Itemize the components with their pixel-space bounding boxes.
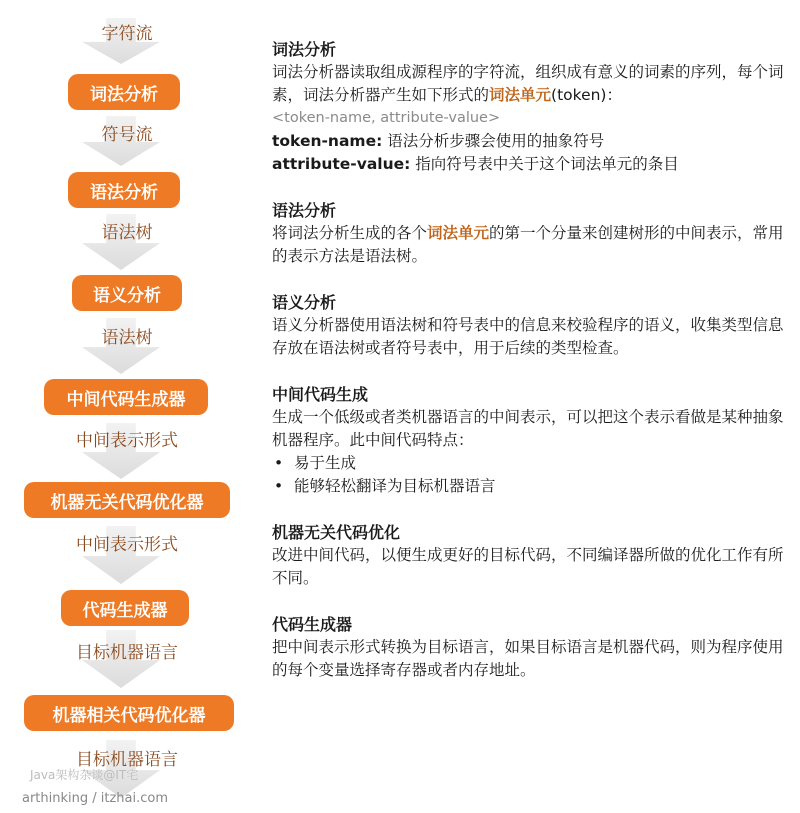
box-ir-generator: 中间代码生成器 bbox=[44, 379, 208, 415]
watermark-text: arthinking / itzhai.com bbox=[22, 791, 169, 806]
box-lexical-analysis: 词法分析 bbox=[68, 74, 180, 110]
flow-label-syntax-tree: 语法树 bbox=[101, 328, 153, 348]
box-code-generator: 代码生成器 bbox=[61, 590, 189, 626]
box-machine-dependent-optimizer: 机器相关代码优化器 bbox=[24, 695, 234, 731]
definition-value: 指向符号表中关于这个词法单元的条目 bbox=[410, 155, 679, 173]
section-body: 语义分析器使用语法树和符号表中的信息来校验程序的语义，收集类型信息存放在语法树或者符号表中，用于后续的类型检查。 bbox=[272, 316, 784, 357]
flow-label-target-language: 目标机器语言 bbox=[76, 643, 178, 663]
list-item: • 易于生成 bbox=[272, 452, 792, 475]
definition-value: 语法分析步骤会使用的抽象符号 bbox=[382, 132, 605, 150]
highlight-term: 词法单元 bbox=[427, 224, 490, 242]
definition-key: token-name: bbox=[272, 132, 383, 150]
token-format-example: <token-name, attribute-value> bbox=[272, 110, 501, 126]
box-semantic-analysis: 语义分析 bbox=[72, 275, 182, 311]
flow-label-token-stream: 符号流 bbox=[101, 125, 153, 145]
section-title: 代码生成器 bbox=[272, 615, 353, 634]
section-body bbox=[272, 61, 792, 107]
flow-label-syntax-tree: 语法树 bbox=[101, 223, 153, 243]
box-syntax-analysis: 语法分析 bbox=[68, 172, 180, 208]
pipeline-flowchart bbox=[0, 0, 260, 813]
watermark-text: Java架构杂谈@IT宅 bbox=[30, 768, 139, 782]
section-body: 生成一个低级或者类机器语言的中间表示，可以把这个表示看做是某种抽象机器程序。此中间代码特点： bbox=[272, 408, 784, 449]
section-text: 将词法分析生成的各个 bbox=[272, 224, 428, 242]
ir-feature-list bbox=[272, 452, 792, 498]
definition-key: attribute-value: bbox=[272, 155, 411, 173]
flow-label-target-language: 目标机器语言 bbox=[76, 750, 178, 770]
section-body: 把中间表示形式转换为目标语言，如果目标语言是机器代码，则为程序使用的每个变量选择寄存器或者内存地址。 bbox=[272, 638, 784, 679]
token-name-definition bbox=[272, 130, 792, 153]
section-text: (token)： bbox=[551, 86, 622, 104]
description-panel bbox=[272, 38, 792, 705]
section-semantic-analysis bbox=[272, 291, 792, 360]
section-title: 词法分析 bbox=[272, 40, 337, 59]
flow-label-ir: 中间表示形式 bbox=[76, 535, 178, 555]
section-title: 语法分析 bbox=[272, 201, 337, 220]
highlight-term: 词法单元 bbox=[489, 86, 552, 104]
flow-label-ir: 中间表示形式 bbox=[76, 431, 178, 451]
section-text: 的第一个分量来创建树形的中间表示，常用的表示方法是语法树。 bbox=[272, 224, 784, 265]
list-item: • 能够轻松翻译为目标机器语言 bbox=[272, 475, 792, 498]
flow-label-char-stream: 字符流 bbox=[101, 24, 153, 44]
attribute-value-definition bbox=[272, 153, 792, 176]
section-syntax-analysis bbox=[272, 199, 792, 268]
box-machine-independent-optimizer: 机器无关代码优化器 bbox=[24, 482, 230, 518]
section-machine-independent-optimization bbox=[272, 521, 792, 590]
section-title: 机器无关代码优化 bbox=[272, 523, 401, 542]
section-code-generator bbox=[272, 613, 792, 682]
section-text: 词法分析器读取组成源程序的字符流，组织成有意义的词素的序列，每个词素，词法分析器产生如下形式的 bbox=[272, 63, 784, 104]
section-lexical-analysis bbox=[272, 38, 792, 176]
section-body bbox=[272, 222, 792, 268]
section-body: 改进中间代码，以便生成更好的目标代码，不同编译器所做的优化工作有所不同。 bbox=[272, 546, 784, 587]
section-ir-generation bbox=[272, 383, 792, 498]
section-title: 语义分析 bbox=[272, 293, 337, 312]
section-title: 中间代码生成 bbox=[272, 385, 369, 404]
